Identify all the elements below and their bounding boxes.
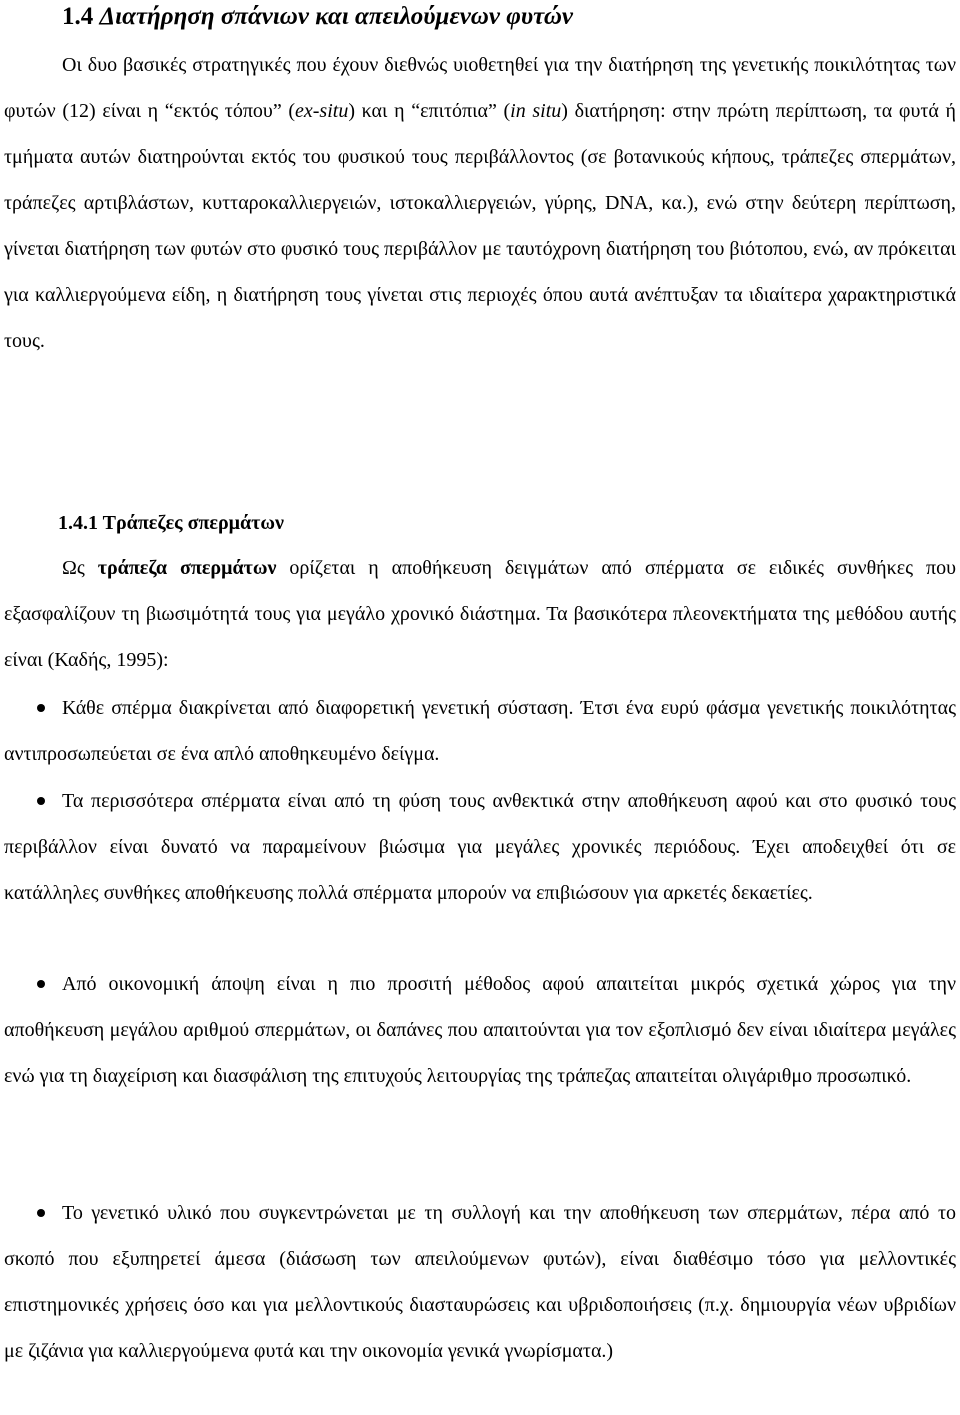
intro-text-2: ) και η “επιτόπια” ( [348,100,511,122]
ex-situ-term: ex-situ [295,100,349,122]
in-situ-term: in situ [510,100,562,122]
subsection-heading [58,503,284,543]
subsection-definition: ορίζεται η αποθήκευση δειγμάτων από σπέρματα σε ειδικές συνθήκες που εξασφαλίζουν τη βιωσιμότητά τους για μεγάλο χρονικό διάστημα. [4,557,956,625]
bullet-dot-icon [37,1209,45,1217]
intro-text-1: Οι δυο βασικές στρατηγικές που έχουν διεθνώς υιοθετηθεί για την διατήρηση της γενετικής ποικιλότητας των φυτών (12) είναι η “εκτός τόπου” ( [4,54,956,122]
bullet-text-continued: Έτσι ένα ευρύ φάσμα γενετικής ποικιλότητας αντιπροσωπεύεται σε ένα απλό αποθηκευμένο δείγμα. [4,697,956,765]
subsection-advantages: Τα βασικότερα πλεονεκτήματα της μεθόδου αυτής είναι (Καδής, 1995): [4,603,956,671]
bullet-item [4,778,956,916]
subsection-intro-paragraph [4,545,956,683]
bullet-text: Τα περισσότερα σπέρματα είναι από τη φύση τους ανθεκτικά στην αποθήκευση αφού και στο φυσικό τους περιβάλλον είναι δυνατό να παραμείνουν βιώσιμα για μεγάλες χρονικές περιόδους. [4,790,956,858]
section-heading [62,0,573,34]
bullet-text-continued: Έχει αποδειχθεί ότι σε κατάλληλες συνθήκες αποθήκευσης πολλά σπέρματα μπορούν να επιβιώσουν για αρκετές δεκαετίες. [4,836,957,904]
bullet-text: Κάθε σπέρμα διακρίνεται από διαφορετική γενετική σύσταση. [62,697,574,719]
bullet-item [4,961,956,1099]
section-intro-paragraph [4,42,956,364]
subsection-lead: Ως [62,557,98,579]
intro-text-3: ) διατήρηση: στην πρώτη περίπτωση, τα φυτά ή τμήματα αυτών διατηρούνται εκτός του φυσικού τους περιβάλλοντος (σε βοτανικούς κήπους, τράπεζες σπερμάτων, τράπεζες αρτιβλάστων, κυτταροκαλλιεργειών, ιστοκαλλιεργειών, γύρης, DNA, κα.), ενώ στην δεύτερη περίπτωση, γίνεται διατήρηση των φυτών στο φυσικό τους περιβάλλον με ταυτόχρονη διατήρηση του βιότοπου, ενώ, αν πρόκειται για καλλιεργούμενα είδη, η διατήρηση τους γίνεται στις περιοχές όπου αυτά ανέπτυξαν τα ιδιαίτερα χαρακτηριστικά τους. [4,100,956,352]
bullet-text: Το γενετικό υλικό που συγκεντρώνεται με τη συλλογή και την αποθήκευση των σπερμάτων, πέρα από το σκοπό που εξυπηρετεί άμεσα (διάσωση των απειλούμενων φυτών), είναι διαθέσιμο τόσο για μελλοντικές επιστημονικές χρήσεις όσο και για μελλοντικούς διασταυρώσεις και υβριδοποιήσεις (π.χ. δημιουργία νέων υβριδίων με ζιζάνια για καλλιεργούμενα φυτά και την οικονομία γενικά γνωρίσματα.) [4,1202,956,1362]
bullet-text: Από οικονομική άποψη είναι η πιο προσιτή μέθοδος αφού απαιτείται μικρός σχετικά χώρος για την αποθήκευση μεγάλου αριθμού σπερμάτων, οι δαπάνες που απαιτούνται για τον εξοπλισμό δεν είναι ιδιαίτερα μεγάλες ενώ για τη διαχείριση και διασφάλιση της επιτυχούς λειτουργίας της τράπεζας απαιτείται ολιγάριθμο προσωπικό. [4,973,956,1087]
bullet-dot-icon [37,980,45,988]
bullet-dot-icon [37,797,45,805]
bullet-dot-icon [37,704,45,712]
subsection-title: Τράπεζες σπερμάτων [102,512,284,534]
bullet-item [4,1190,956,1374]
section-number: 1.4 [62,3,94,30]
subsection-number: 1.4.1 [58,512,98,534]
seed-bank-term: τράπεζα σπερμάτων [97,557,277,579]
section-title: Διατήρηση σπάνιων και απειλούμενων φυτών [99,3,574,30]
bullet-item [4,685,956,777]
